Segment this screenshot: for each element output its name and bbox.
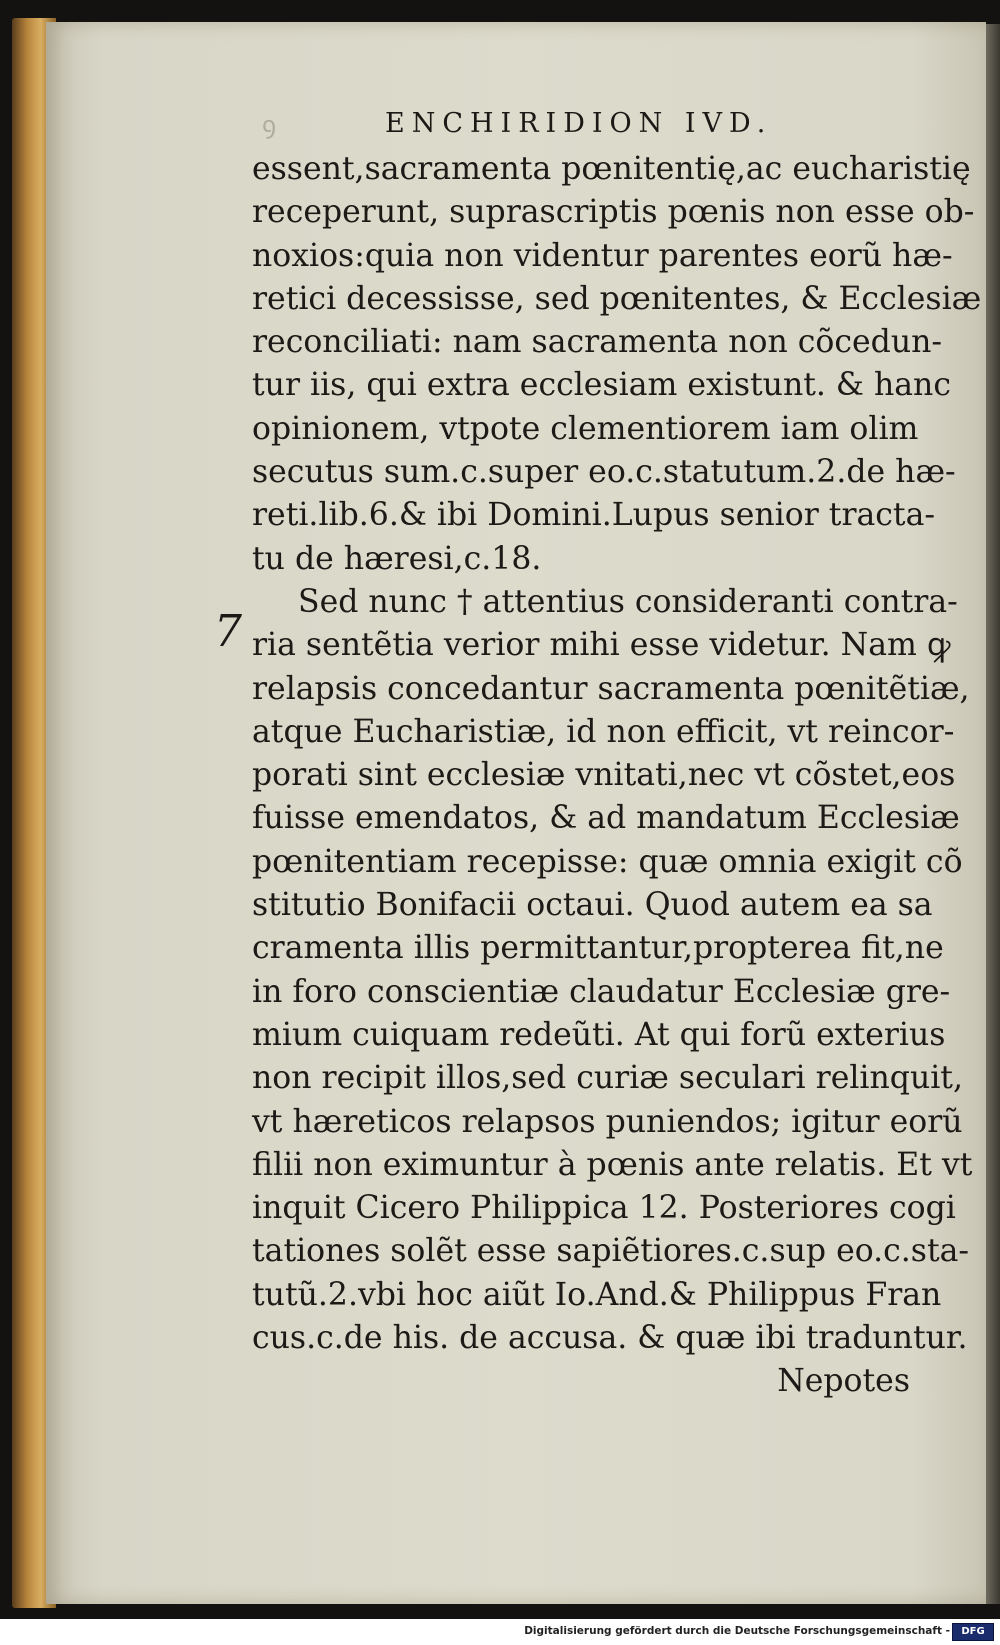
text-line: essent,sacramenta pœnitentię,ac eucharistię — [252, 151, 971, 187]
text-line: pœnitentiam recepisse: quæ omnia exigit cõ — [252, 843, 963, 880]
text-line: vt hæreticos relapsos puniendos; igitur eorũ — [252, 1103, 963, 1140]
text-line: reconciliati: nam sacramenta non cõcedun- — [252, 324, 943, 361]
faded-ornament: ꝯ — [262, 111, 277, 139]
text-line: receperunt, suprascriptis pœnis non esse ob- — [252, 194, 975, 231]
text-line: filii non eximuntur à pœnis ante relatis. Et vt — [252, 1146, 973, 1183]
text-line: secutus sum.c.super eo.c.statutum.2.de hæ- — [252, 454, 956, 491]
text-line: cramenta illis permittantur,propterea fit,ne — [252, 930, 944, 967]
text-line: fuisse emendatos, & ad mandatum Ecclesiæ — [252, 800, 960, 837]
running-header: ENCHIRIDION IVD. — [385, 108, 773, 139]
text-line: cus.c.de his. de accusa. & quæ ibi traduntur. — [252, 1320, 968, 1357]
digitization-footer — [0, 1619, 1000, 1645]
text-line: porati sint ecclesiæ vnitati,nec vt cõstet,eos — [252, 757, 956, 794]
book-edge-right — [986, 24, 1000, 1604]
text-line: non recipit illos,sed curiæ seculari relinquit, — [252, 1060, 963, 1097]
dfg-logo: DFG — [952, 1623, 994, 1641]
margin-number: 7 — [214, 606, 242, 657]
text-line: reti.lib.6.& ibi Domini.Lupus senior tracta- — [252, 497, 936, 534]
text-line: atque Eucharistiæ, id non efficit, vt reincor- — [252, 713, 955, 750]
catchword: Nepotes — [777, 1363, 910, 1400]
text-line: relapsis concedantur sacramenta pœnitẽtiæ, — [252, 670, 970, 707]
text-line: tur iis, qui extra ecclesiam existunt. & hanc — [252, 367, 951, 404]
body-text — [252, 148, 982, 1404]
text-line: tutũ.2.vbi hoc aiũt Io.And.& Philippus Fran — [252, 1276, 942, 1313]
funding-credit: Digitalisierung gefördert durch die Deutsche Forschungsgemeinschaft - — [524, 1625, 950, 1637]
text-line: inquit Cicero Philippica 12. Posteriores cogi — [252, 1190, 956, 1227]
text-line: Sed nunc † attentius consideranti contra- — [298, 583, 958, 620]
text-line: ria sentẽtia verior mihi esse videtur. Nam ꝙ — [252, 627, 951, 664]
text-line: mium cuiquam redeũti. At qui forũ exterius — [252, 1016, 946, 1053]
text-line: retici decessisse, sed pœnitentes, & Ecclesiæ — [252, 280, 982, 317]
text-line: tationes solẽt esse sapiẽtiores.c.sup eo.c.sta- — [252, 1233, 970, 1270]
text-line: opinionem, vtpote clementiorem iam olim — [252, 410, 919, 447]
text-line: stitutio Bonifacii octaui. Quod autem ea sa — [252, 887, 933, 924]
text-line: in foro conscientiæ claudatur Ecclesiæ gre- — [252, 973, 951, 1010]
text-line: tu de hæresi,c.18. — [252, 540, 542, 577]
text-line: noxios:quia non videntur parentes eorũ hæ- — [252, 237, 953, 274]
